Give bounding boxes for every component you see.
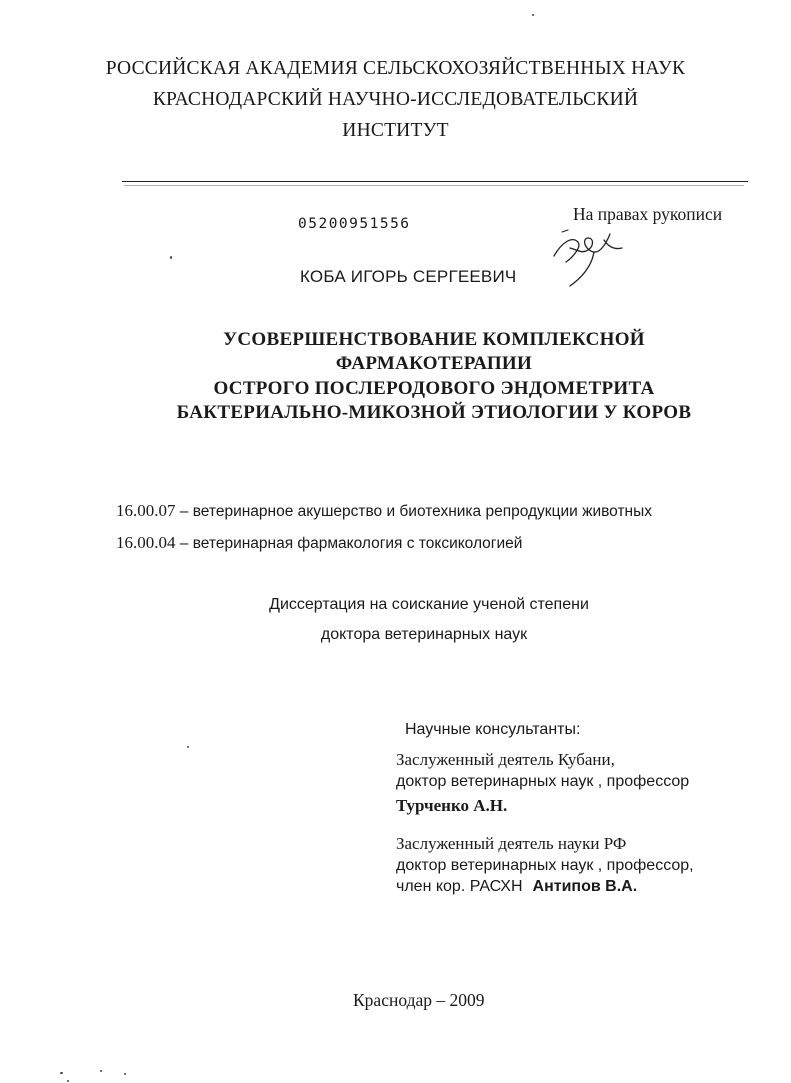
specialty-1 bbox=[116, 501, 652, 521]
specialty-separator: – bbox=[175, 535, 193, 552]
specialty-description: ветеринарное акушерство и биотехника репродукции животных bbox=[192, 503, 652, 520]
consultants-heading: Научные консультанты: bbox=[405, 721, 581, 738]
consultant-1-name: Турченко А.Н. bbox=[396, 796, 508, 815]
document-code: 05200951556 bbox=[298, 216, 411, 232]
scan-speck bbox=[60, 1072, 63, 1074]
specialty-2 bbox=[116, 533, 522, 553]
scan-speck bbox=[67, 1080, 69, 1082]
consultant-1-title: Заслуженный деятель Кубани, bbox=[396, 750, 615, 769]
consultant-1-degree: доктор ветеринарных наук , профессор bbox=[396, 773, 690, 790]
scan-speck bbox=[170, 256, 172, 259]
thesis-title-line-2: ФАРМАКОТЕРАПИИ bbox=[335, 353, 533, 374]
header-divider bbox=[122, 181, 748, 182]
thesis-title-line-3: ОСТРОГО ПОСЛЕРОДОВОГО ЭНДОМЕТРИТА bbox=[213, 378, 655, 399]
consultant-2-degree: доктор ветеринарных наук , профессор, bbox=[396, 857, 694, 874]
consultant-2-name: Антипов В.А. bbox=[532, 878, 638, 895]
consultant-2-membership bbox=[396, 878, 637, 896]
specialty-description: ветеринарная фармакология с токсикологией bbox=[192, 535, 523, 552]
thesis-title-line-4: БАКТЕРИАЛЬНО-МИКОЗНОЙ ЭТИОЛОГИИ У КОРОВ bbox=[176, 402, 692, 423]
specialty-separator: – bbox=[175, 503, 193, 520]
city-year: Краснодар – 2009 bbox=[353, 990, 485, 1010]
degree-line-1: Диссертация на соискание ученой степени bbox=[269, 596, 589, 613]
consultant-2-member-label: член кор. РАСХН bbox=[396, 878, 523, 895]
institution-line-1: РОССИЙСКАЯ АКАДЕМИЯ СЕЛЬСКОХОЗЯЙСТВЕННЫХ НАУК bbox=[105, 58, 686, 79]
header-divider-shadow bbox=[124, 185, 744, 186]
specialty-code: 16.00.04 bbox=[116, 533, 176, 552]
consultant-2-title: Заслуженный деятель науки РФ bbox=[396, 834, 627, 853]
scan-speck bbox=[187, 746, 189, 748]
handwritten-signature bbox=[548, 220, 628, 292]
rights-notice: На правах рукописи bbox=[573, 204, 723, 224]
scan-speck bbox=[100, 1070, 102, 1072]
degree-line-2: доктора ветеринарных наук bbox=[320, 626, 528, 643]
thesis-title-line-1: УСОВЕРШЕНСТВОВАНИЕ КОМПЛЕКСНОЙ bbox=[223, 329, 645, 350]
author-name: КОБА ИГОРЬ СЕРГЕЕВИЧ bbox=[300, 267, 517, 286]
specialty-code: 16.00.07 bbox=[116, 501, 176, 520]
scan-speck bbox=[532, 14, 534, 16]
institution-line-3: ИНСТИТУТ bbox=[342, 120, 449, 141]
institution-line-2: КРАСНОДАРСКИЙ НАУЧНО-ИССЛЕДОВАТЕЛЬСКИЙ bbox=[152, 89, 639, 110]
scan-speck bbox=[124, 1073, 126, 1075]
